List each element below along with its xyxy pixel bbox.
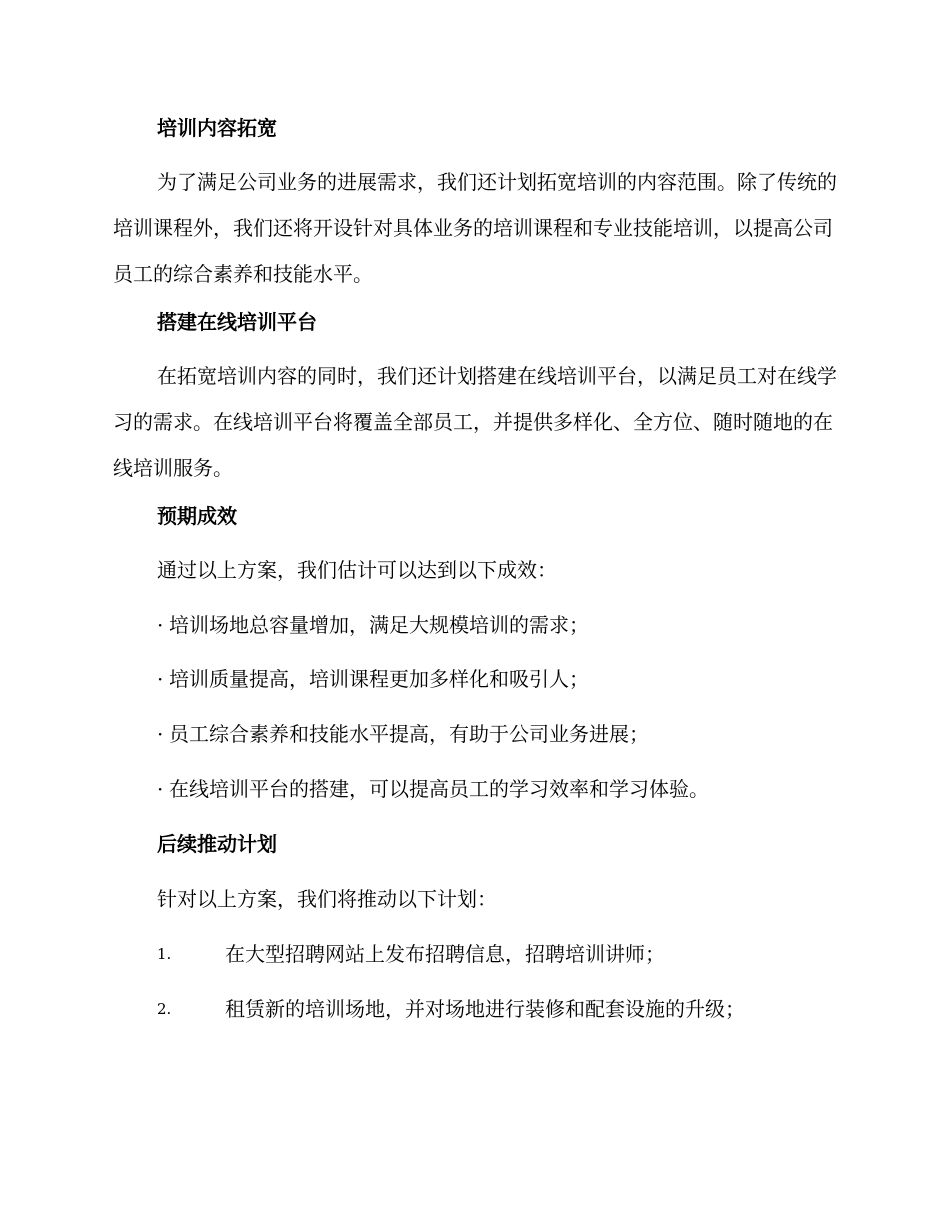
numbered-item xyxy=(157,996,857,1022)
expected-results-intro: 通过以上方案，我们估计可以达到以下成效： xyxy=(157,558,557,582)
item-text: 在大型招聘网站上发布招聘信息，招聘培训讲师； xyxy=(225,942,665,966)
bullet-marker: · xyxy=(157,667,164,691)
item-number: 1. xyxy=(157,945,172,963)
item-number: 2. xyxy=(157,1000,172,1018)
paragraph-online-platform: 在拓宽培训内容的同时，我们还计划搭建在线培训平台，以满足员工对在线学习的需求。在线培训平台将覆盖全部员工，并提供多样化、全方位、随时随地的在线培训服务。 xyxy=(113,364,837,480)
bullet-item xyxy=(157,776,709,802)
section-heading-training-content: 培训内容拓宽 xyxy=(157,116,277,140)
section-heading-expected-results: 预期成效 xyxy=(157,504,237,528)
bullet-marker: · xyxy=(157,777,164,801)
section-heading-online-platform: 搭建在线培训平台 xyxy=(157,310,317,334)
paragraph-training-content: 为了满足公司业务的进展需求，我们还计划拓宽培训的内容范围。除了传统的培训课程外，我们还将开设针对具体业务的培训课程和专业技能培训，以提高公司员工的综合素养和技能水平。 xyxy=(113,170,837,286)
bullet-marker: · xyxy=(157,613,164,637)
bullet-text: 在线培训平台的搭建，可以提高员工的学习效率和学习体验。 xyxy=(169,777,709,801)
bullet-item xyxy=(157,612,589,638)
section-heading-follow-up-plan: 后续推动计划 xyxy=(157,832,277,856)
bullet-item xyxy=(157,721,649,747)
item-text: 租赁新的培训场地，并对场地进行装修和配套设施的升级； xyxy=(225,997,745,1021)
follow-up-plan-intro: 针对以上方案，我们将推动以下计划： xyxy=(157,887,497,911)
numbered-item xyxy=(157,941,857,967)
bullet-text: 员工综合素养和技能水平提高，有助于公司业务进展； xyxy=(169,722,649,746)
bullet-item xyxy=(157,666,589,692)
bullet-text: 培训场地总容量增加，满足大规模培训的需求； xyxy=(169,613,589,637)
bullet-text: 培训质量提高，培训课程更加多样化和吸引人； xyxy=(169,667,589,691)
bullet-marker: · xyxy=(157,722,164,746)
